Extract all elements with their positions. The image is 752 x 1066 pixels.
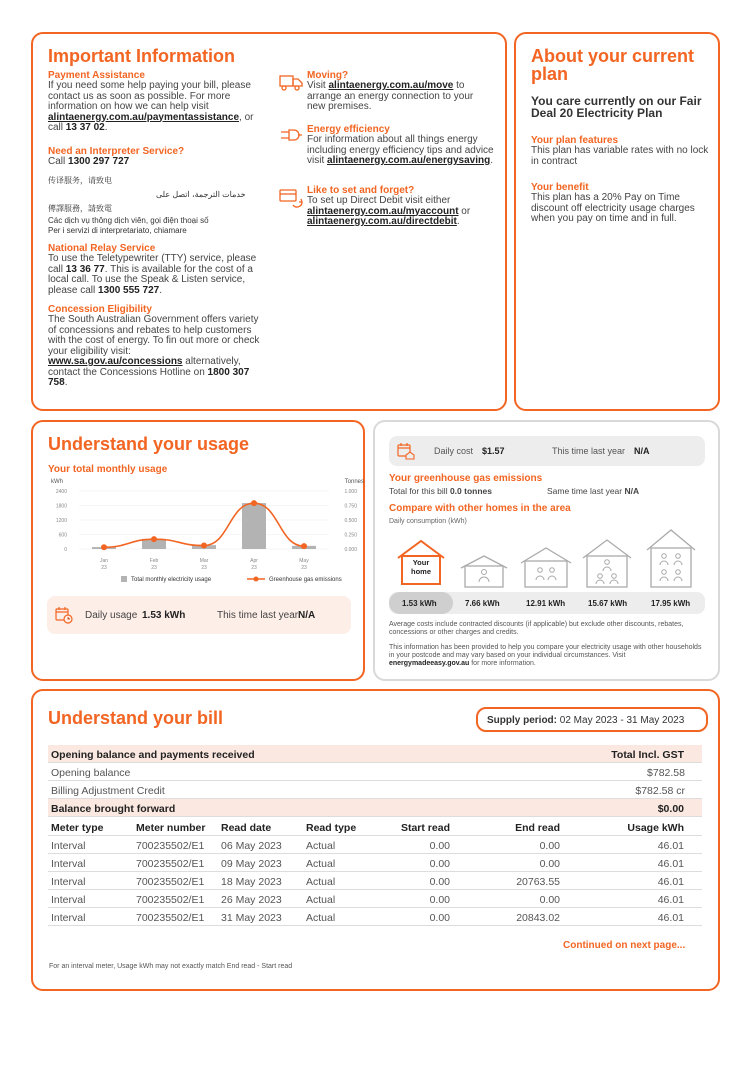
cell-read-date: 26 May 2023 xyxy=(221,894,282,906)
efficiency-section xyxy=(279,124,494,167)
y2-tick-label: 0.500 xyxy=(344,518,357,524)
total-heading: Total Incl. GST xyxy=(611,749,684,761)
plan-title: About your current plan xyxy=(531,46,695,84)
y2-tick-label: 1.000 xyxy=(344,489,357,495)
plan-features-text: This plan has variable rates with no lock in contract xyxy=(531,145,709,167)
meter-row xyxy=(48,908,702,926)
cost-last-year-value: N/A xyxy=(634,446,650,456)
house-1-person-icon xyxy=(459,554,509,588)
cell-usage: 46.01 xyxy=(657,858,684,870)
setforget-heading: Like to set and forget? xyxy=(307,185,415,196)
cell-read-type: Actual xyxy=(306,912,336,924)
x-tick-year: 23 xyxy=(251,565,257,571)
energymadeeasy-link[interactable]: energymadeeasy.gov.au xyxy=(389,660,470,667)
relay-heading: National Relay Service xyxy=(48,243,156,254)
usage-bar xyxy=(242,503,266,549)
x-tick-year: 23 xyxy=(201,565,207,571)
opening-balance-row xyxy=(48,763,702,781)
continued-text: Continued on next page... xyxy=(563,940,686,951)
cell-read-type: Actual xyxy=(306,894,336,906)
daily-usage-value: 1.53 kWh xyxy=(142,610,186,621)
cell-start-read: 0.00 xyxy=(429,858,450,870)
daily-cost-value: $1.57 xyxy=(482,446,505,456)
interpreter-heading: Need an Interpreter Service? xyxy=(48,145,185,157)
emissions-point xyxy=(301,543,307,549)
col-meter-type: Meter type xyxy=(51,822,104,834)
usage-chart xyxy=(39,474,364,594)
home-value-2: 12.91 kWh xyxy=(526,599,566,608)
ghg-heading: Your greenhouse gas emissions xyxy=(389,473,543,484)
x-tick-label: Feb xyxy=(149,558,159,564)
important-info-card xyxy=(31,32,507,411)
cell-usage: 46.01 xyxy=(657,894,684,906)
daily-cost-label: Daily cost xyxy=(434,446,474,456)
credit-row xyxy=(48,781,702,799)
legend-bar-label: Total monthly electricity usage xyxy=(131,577,212,583)
interval-footnote: For an interval meter, Usage kWh may not exactly match End read - Start read xyxy=(49,963,293,970)
y-tick-label: 1800 xyxy=(55,503,67,510)
house-2-people-icon xyxy=(519,546,573,588)
daily-usage-label: Daily usage xyxy=(85,610,138,621)
opening-heading-row xyxy=(48,745,702,763)
setforget-section xyxy=(279,185,499,228)
concession-text: The South Australian Government offers variety of concessions and rebates to help customers with the cost of energy. To fin out more or check your eligibility visit: www.sa.gov.au/concessions alternatively, contact the Concessions Hotline on 1800 307 758. xyxy=(48,314,260,388)
cell-start-read: 0.00 xyxy=(429,912,450,924)
plan-content xyxy=(531,47,711,225)
moving-text: Visit alintaenergy.com.au/move to arrange an energy connection to your new premises. xyxy=(307,80,474,112)
usage-title: Understand your usage xyxy=(48,434,250,454)
cell-end-read: 0.00 xyxy=(539,858,560,870)
cell-read-date: 09 May 2023 xyxy=(221,858,282,870)
cell-meter-number: 700235502/E1 xyxy=(136,840,205,852)
interpreter-vi: Các dịch vụ thông dịch viên, gọi điện thoại số xyxy=(48,216,209,225)
moving-section xyxy=(279,70,494,113)
usage-card xyxy=(31,420,365,681)
setforget-text: To set up Direct Debit visit either alintaenergy.com.au/myaccount or alintaenergy.com.au/directdebit. xyxy=(307,195,471,227)
house-3-people-icon xyxy=(581,538,633,588)
usage-chart-heading: Your total monthly usage xyxy=(48,464,168,475)
legend-line-marker xyxy=(254,577,259,582)
cell-usage: 46.01 xyxy=(657,840,684,852)
calendar-house-icon xyxy=(397,442,415,460)
bbf-row xyxy=(48,799,702,817)
cell-meter-number: 700235502/E1 xyxy=(136,912,205,924)
cell-read-date: 06 May 2023 xyxy=(221,840,282,852)
emissions-point xyxy=(151,536,157,542)
y-tick-label: 1200 xyxy=(55,518,67,524)
x-tick-year: 23 xyxy=(101,565,107,571)
compare-heading: Compare with other homes in the area xyxy=(389,503,571,514)
interpreter-ar: خدمات الترجمة، اتصل على xyxy=(156,190,246,199)
col-usage: Usage kWh xyxy=(627,822,684,834)
cell-meter-type: Interval xyxy=(51,858,86,870)
daily-consumption-label: Daily consumption (kWh) xyxy=(389,518,467,525)
efficiency-text: For information about all things energy including energy efficiency tips and advice visit alintaenergy.com.au/energysaving. xyxy=(307,134,494,166)
cell-meter-number: 700235502/E1 xyxy=(136,894,205,906)
your-home-label: Your home xyxy=(410,558,431,576)
x-tick-label: Mar xyxy=(199,558,209,564)
cell-meter-type: Interval xyxy=(51,894,86,906)
cell-meter-type: Interval xyxy=(51,840,86,852)
moving-heading: Moving? xyxy=(307,70,349,81)
y-tick-label: 2400 xyxy=(55,489,67,495)
relay-text: To use the Teletypewriter (TTY) service, please call 13 36 77. This is available for the cost of a local call. To use the Speak & Listen service, please call 1300 555 727. xyxy=(48,253,257,296)
meter-row xyxy=(48,872,702,890)
ghg-total: Total for this bill 0.0 tonnes xyxy=(389,486,492,496)
meter-header-row xyxy=(48,818,702,836)
x-tick-year: 23 xyxy=(151,565,157,571)
credit-label: Billing Adjustment Credit xyxy=(51,785,165,797)
important-left-column xyxy=(48,70,268,389)
col-read-date: Read date xyxy=(221,822,272,834)
cell-read-type: Actual xyxy=(306,876,336,888)
payment-assistance-link[interactable]: alintaenergy.com.au/paymentassistance xyxy=(48,111,240,123)
emissions-point xyxy=(201,543,207,549)
plan-benefit-text: This plan has a 20% Pay on Time discount off electricity usage charges when you pay on time and in full. xyxy=(531,192,695,224)
cell-usage: 46.01 xyxy=(657,912,684,924)
legend-line-label: Greenhouse gas emissions xyxy=(269,577,342,583)
interpreter-call: Call 1300 297 727 xyxy=(48,155,130,167)
calendar-clock-icon xyxy=(55,606,73,624)
homes-values-bar xyxy=(389,592,705,614)
directdebit-link[interactable]: alintaenergy.com.au/directdebit xyxy=(307,216,457,227)
bill-title: Understand your bill xyxy=(48,708,224,728)
moving-link[interactable]: alintaenergy.com.au/move xyxy=(328,80,454,91)
x-tick-year: 23 xyxy=(301,565,307,571)
plan-card xyxy=(514,32,720,411)
x-tick-label: Jan xyxy=(99,558,109,564)
meter-row xyxy=(48,854,702,872)
home-value-4: 17.95 kWh xyxy=(651,599,691,608)
credit-value: $782.58 cr xyxy=(635,785,685,797)
cell-start-read: 0.00 xyxy=(429,876,450,888)
supply-period-badge xyxy=(476,707,708,732)
opening-balance-value: $782.58 xyxy=(647,767,685,779)
y2-tick-label: 0.250 xyxy=(344,532,357,539)
cell-end-read: 0.00 xyxy=(539,894,560,906)
cell-meter-number: 700235502/E1 xyxy=(136,876,205,888)
bbf-label: Balance brought forward xyxy=(51,803,176,815)
legend-bar-swatch xyxy=(121,576,127,582)
plan-features-heading: Your plan features xyxy=(531,135,619,146)
y2-axis-label: Tonnes xyxy=(344,479,364,485)
payment-assistance-heading: Payment Assistance xyxy=(48,70,145,81)
home-value-1: 7.66 kWh xyxy=(465,599,500,608)
cell-read-date: 18 May 2023 xyxy=(221,876,282,888)
cell-start-read: 0.00 xyxy=(429,894,450,906)
col-end-read: End read xyxy=(515,822,560,834)
emissions-line xyxy=(104,503,304,547)
important-info-title: Important Information xyxy=(48,46,235,66)
efficiency-link[interactable]: alintaenergy.com.au/energysaving xyxy=(327,155,491,166)
cell-meter-type: Interval xyxy=(51,912,86,924)
meter-row xyxy=(48,836,702,854)
cell-read-date: 31 May 2023 xyxy=(221,912,282,924)
supply-period-value: 02 May 2023 - 31 May 2023 xyxy=(559,715,685,726)
cell-end-read: 20843.02 xyxy=(516,912,560,924)
y-axis-label: kWh xyxy=(51,479,63,485)
interpreter-zh-t: 傳譯服務，請致電 xyxy=(48,204,112,213)
compare-note-1: Average costs include contracted discounts (if applicable) but exclude other discounts, rebates, concessions or other charges and credits. xyxy=(389,621,684,636)
cell-read-type: Actual xyxy=(306,858,336,870)
cell-usage: 46.01 xyxy=(657,876,684,888)
col-meter-number: Meter number xyxy=(136,822,206,834)
opening-heading: Opening balance and payments received xyxy=(51,749,255,761)
usage-last-year-value: N/A xyxy=(298,610,316,621)
efficiency-heading: Energy efficiency xyxy=(307,124,390,135)
concession-heading: Concession Eligibility xyxy=(48,304,152,315)
home-value-3: 15.67 kWh xyxy=(588,599,628,608)
col-read-type: Read type xyxy=(306,822,357,834)
compare-note-2: This information has been provided to help you compare your electricity usage with other households in your postcode and may vary based on your individual circumstances. Visit energymadeeasy.gov.au for more information. xyxy=(389,644,702,667)
payment-assistance-text: If you need some help paying your bill, please contact us as soon as possible. For more information on how we can help visit alintaenergy.com.au/paymentassistance, or call 13 37 02. xyxy=(48,80,254,133)
emissions-point xyxy=(251,500,257,506)
plan-benefit-heading: Your benefit xyxy=(531,182,589,193)
ghg-same-time: Same time last year N/A xyxy=(547,486,640,496)
house-4-people-icon xyxy=(645,528,697,588)
y2-tick-label: 0.000 xyxy=(344,547,357,553)
cell-start-read: 0.00 xyxy=(429,840,450,852)
concession-link[interactable]: www.sa.gov.au/concessions xyxy=(48,356,183,367)
emissions-point xyxy=(101,544,107,550)
y2-tick-label: 0.750 xyxy=(344,503,357,510)
interpreter-it: Per i servizi di interpretariato, chiamare xyxy=(48,226,187,235)
opening-balance-label: Opening balance xyxy=(51,767,131,779)
x-tick-label: May xyxy=(299,558,309,564)
meter-row xyxy=(48,890,702,908)
supply-period-label: Supply period: xyxy=(487,715,557,726)
cost-last-year-label: This time last year xyxy=(552,446,626,456)
y-tick-label: 600 xyxy=(58,532,67,539)
myaccount-link[interactable]: alintaenergy.com.au/myaccount xyxy=(307,205,459,217)
compare-card xyxy=(373,420,720,681)
col-start-read: Start read xyxy=(400,822,450,834)
usage-last-year-label: This time last year xyxy=(217,610,299,621)
plan-subtitle: You care currently on our Fair Deal 20 Electricity Plan xyxy=(531,94,702,120)
home-value-you: 1.53 kWh xyxy=(402,599,437,608)
y-tick-label: 0 xyxy=(64,547,67,553)
daily-usage-panel xyxy=(47,596,351,634)
truck-icon xyxy=(279,72,303,92)
cell-end-read: 0.00 xyxy=(539,840,560,852)
cell-meter-type: Interval xyxy=(51,876,86,888)
bbf-value: $0.00 xyxy=(657,803,684,815)
cell-read-type: Actual xyxy=(306,840,336,852)
cell-meter-number: 700235502/E1 xyxy=(136,858,205,870)
daily-cost-panel xyxy=(389,436,705,466)
cell-end-read: 20763.55 xyxy=(516,876,560,888)
interpreter-zh-s: 传译服务，请致电 xyxy=(48,176,112,185)
plug-icon xyxy=(279,126,303,146)
direct-debit-icon xyxy=(279,187,303,209)
x-tick-label: Apr xyxy=(250,558,258,564)
